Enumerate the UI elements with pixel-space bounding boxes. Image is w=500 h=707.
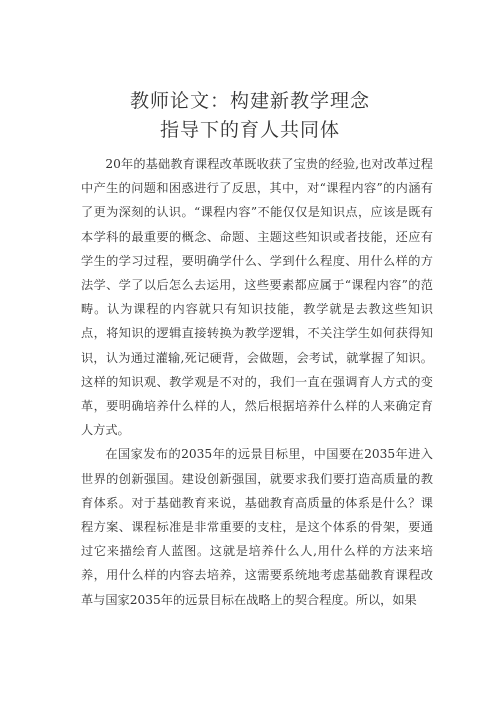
body-paragraph-2: 在国家发布的2035年的远景目标里，中国要在2035年进入世界的创新强国。建设创新强国，就要求我们要打造高质量的教育体系。对于基础教育来说，基础教育高质量的体系是什么？课程方案、课程标准是非常重要的支柱，是这个体系的骨架，要通过它来描绘育人蓝图。这就是培养什么人,用什么样的方法来培养，用什么样的内容去培养，这需要系统地考虑基础教育课程改革与国家2035年的远景目标在战略上的契合程度。所以，如果 (81, 447, 433, 607)
body-paragraph-1: 20年的基础教育课程改革既收获了宝贵的经验,也对改革过程中产生的问题和困惑进行了反思，其中，对“课程内容”的内涵有了更为深刻的认识。“课程内容”不能仅仅是知识点，应该是既有本学科的最重要的概念、命题、主题这些知识或者技能，还应有学生的学习过程，要明确学什么、学到什么程度、用什么样的方法学、学了以后怎么去运用，这些要素都应属于“课程内容”的范畴。认为课程的内容就只有知识技能，教学就是去教这些知识点，将知识的逻辑直接转换为教学逻辑，不关注学生如何获得知识，认为通过灌输,死记硬背，会做题，会考试，就掌握了知识。这样的知识观、教学观是不对的，我们一直在强调育人方式的变革，要明确培养什么样的人，然后根据培养什么样的人来确定育人方式。 (81, 157, 433, 438)
document-title-line-1: 教师论文：构建新教学理念 (129, 90, 370, 112)
document-title-line-2: 指导下的育人共同体 (159, 119, 340, 141)
document-body (81, 152, 433, 612)
